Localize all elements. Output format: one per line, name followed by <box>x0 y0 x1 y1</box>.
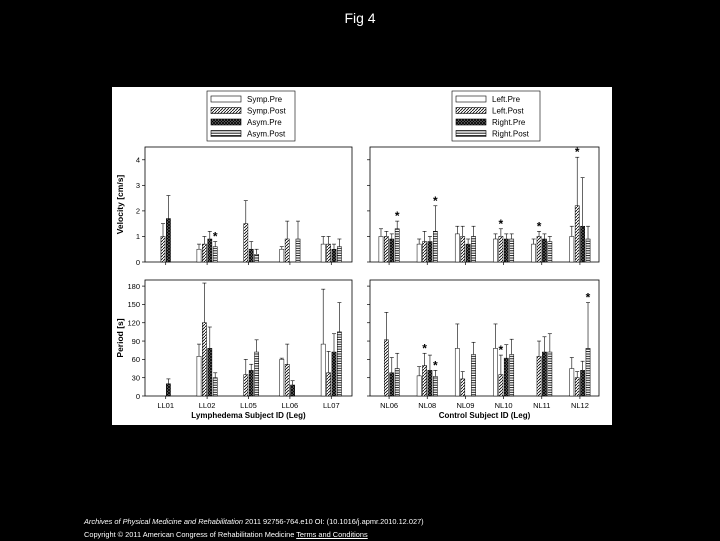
bar-velocity-NL12-s0 <box>570 236 574 262</box>
journal-name: Archives of Physical Medicine and Rehabilitation <box>84 517 243 526</box>
bar-period-NL06-s1 <box>384 340 388 396</box>
citation-details: 2011 92756-764.e10 OI: (10.1016/j.apmr.2010.12.027) <box>242 517 424 526</box>
bar-period-NL08-s2 <box>428 370 432 396</box>
bar-period-LL05-s3 <box>255 352 259 396</box>
legend-swatch <box>211 119 241 125</box>
bar-velocity-LL01-s1 <box>161 236 165 262</box>
x-tick-label: NL12 <box>570 401 589 410</box>
bar-velocity-NL06-s1 <box>384 236 388 262</box>
bar-period-NL10-s3 <box>510 354 514 396</box>
bar-period-LL05-s1 <box>244 375 248 396</box>
bar-velocity-NL10-s1 <box>499 236 503 262</box>
bar-velocity-NL12-s3 <box>586 239 590 262</box>
bar-period-NL11-s1 <box>537 356 541 396</box>
legend-swatch <box>211 96 241 102</box>
legend-label: Left.Pre <box>492 95 521 104</box>
bar-velocity-NL11-s2 <box>542 239 546 262</box>
bar-velocity-LL01-s2 <box>166 219 170 262</box>
bar-velocity-LL06-s0 <box>280 249 284 262</box>
bar-velocity-NL11-s0 <box>532 244 536 262</box>
bar-velocity-NL09-s2 <box>466 244 470 262</box>
bar-velocity-LL05-s3 <box>255 254 259 262</box>
bar-period-LL07-s1 <box>327 373 331 396</box>
bar-period-NL06-s3 <box>395 369 399 396</box>
bar-velocity-NL10-s0 <box>493 239 497 262</box>
x-tick-label: NL11 <box>533 401 551 410</box>
bar-period-NL09-s3 <box>471 354 475 396</box>
bar-period-LL05-s2 <box>249 370 253 396</box>
copyright-text: Copyright © 2011 American Congress of Rehabilitation Medicine <box>84 530 295 539</box>
bar-velocity-LL05-s2 <box>249 249 253 262</box>
y-tick-label: 150 <box>127 300 140 310</box>
bar-chart <box>112 87 612 425</box>
bar-period-LL06-s2 <box>291 385 295 396</box>
x-tick-label: LL05 <box>240 401 257 410</box>
bar-period-NL10-s2 <box>504 358 508 396</box>
bar-velocity-NL08-s2 <box>428 242 432 262</box>
bar-period-LL07-s2 <box>332 352 336 396</box>
y-tick-label: 3 <box>135 181 140 191</box>
bar-velocity-NL08-s1 <box>422 242 426 262</box>
legend-swatch <box>456 119 486 125</box>
bar-period-LL07-s3 <box>337 332 341 396</box>
bar-velocity-LL07-s2 <box>332 249 336 262</box>
bar-period-NL12-s3 <box>586 348 590 396</box>
legend-label: Right.Post <box>492 129 529 139</box>
bar-period-LL06-s0 <box>280 359 284 396</box>
significance-star: * <box>574 145 580 160</box>
bar-velocity-LL02-s3 <box>213 247 217 262</box>
bar-velocity-LL06-s3 <box>296 239 300 262</box>
x-tick-label: LL01 <box>157 401 175 410</box>
significance-star: * <box>422 341 427 356</box>
bar-velocity-NL06-s3 <box>395 229 399 262</box>
bar-velocity-NL06-s0 <box>379 236 383 262</box>
x-tick-label: LL06 <box>281 401 299 410</box>
figure-footer <box>84 515 424 541</box>
significance-star: * <box>433 358 438 373</box>
bar-velocity-LL02-s0 <box>197 249 201 262</box>
bar-velocity-NL08-s3 <box>433 231 437 262</box>
legend-label: Right.Pre <box>492 118 526 127</box>
bar-velocity-NL11-s1 <box>537 236 541 262</box>
y-tick-label: 0 <box>135 391 140 401</box>
bar-velocity-LL06-s1 <box>285 239 289 262</box>
legend-swatch <box>211 108 241 114</box>
x-tick-label: LL07 <box>322 401 340 410</box>
bar-velocity-NL10-s3 <box>510 239 514 262</box>
bar-velocity-LL02-s2 <box>208 239 212 262</box>
bar-period-NL11-s2 <box>542 352 546 396</box>
bar-velocity-LL02-s1 <box>202 244 206 262</box>
x-tick-label: NL10 <box>494 401 513 410</box>
legend-swatch <box>456 108 486 114</box>
plot-frame-period-right <box>370 280 599 396</box>
bar-period-NL12-s0 <box>570 369 574 396</box>
bar-velocity-NL08-s0 <box>417 244 421 262</box>
significance-star: * <box>212 229 218 244</box>
legend-swatch <box>456 131 486 137</box>
x-axis-label-left: Lymphedema Subject ID (Leg) <box>191 411 306 420</box>
bar-period-NL08-s1 <box>422 365 426 396</box>
bar-velocity-NL11-s3 <box>548 242 552 262</box>
bar-velocity-NL09-s0 <box>455 234 459 262</box>
bar-period-NL12-s1 <box>575 378 579 396</box>
significance-star: * <box>394 209 400 224</box>
bar-velocity-NL12-s2 <box>581 226 585 262</box>
bar-period-NL09-s0 <box>455 348 459 396</box>
legend-label: Left.Post <box>492 106 524 116</box>
y-tick-label: 60 <box>131 355 140 365</box>
bar-period-NL10-s0 <box>493 348 497 396</box>
bar-velocity-NL09-s3 <box>471 236 475 262</box>
bar-velocity-NL10-s2 <box>504 239 508 262</box>
bar-period-LL02-s2 <box>208 348 212 396</box>
bar-period-NL09-s1 <box>461 379 465 396</box>
bar-period-LL01-s2 <box>166 384 170 396</box>
significance-star: * <box>585 290 591 305</box>
bar-velocity-NL09-s1 <box>461 236 465 262</box>
bar-period-LL02-s3 <box>213 378 217 396</box>
x-tick-label: NL08 <box>418 401 437 410</box>
legend-label: Asym.Post <box>247 129 286 139</box>
bar-period-LL02-s1 <box>202 323 206 396</box>
significance-star: * <box>498 216 504 231</box>
bar-period-LL07-s0 <box>321 344 325 396</box>
significance-star: * <box>536 219 542 234</box>
significance-star: * <box>498 343 504 358</box>
x-tick-label: NL06 <box>380 401 399 410</box>
terms-link[interactable]: Terms and Conditions <box>296 530 368 539</box>
y-tick-label: 30 <box>131 373 140 383</box>
legend-label: Symp.Post <box>247 106 286 116</box>
bar-velocity-LL07-s0 <box>321 244 325 262</box>
x-tick-label: NL09 <box>456 401 475 410</box>
legend-swatch <box>456 96 486 102</box>
y-tick-label: 180 <box>127 281 140 291</box>
bar-period-NL08-s3 <box>433 376 437 396</box>
x-tick-label: LL02 <box>198 401 216 410</box>
bar-velocity-LL07-s1 <box>327 244 331 262</box>
y-tick-label: 4 <box>135 155 140 165</box>
y-axis-label: Period [s] <box>115 318 125 358</box>
significance-star: * <box>433 193 438 208</box>
bar-velocity-NL12-s1 <box>575 206 579 262</box>
copyright-line <box>84 528 424 541</box>
bar-period-NL06-s2 <box>390 373 394 396</box>
bar-period-NL12-s2 <box>581 370 585 396</box>
y-tick-label: 2 <box>135 206 140 216</box>
bar-velocity-LL07-s3 <box>337 247 341 262</box>
bar-velocity-NL06-s2 <box>390 239 394 262</box>
bar-period-LL02-s0 <box>197 356 201 396</box>
bar-period-NL10-s1 <box>499 375 503 396</box>
bar-period-LL06-s1 <box>285 364 289 396</box>
y-axis-label: Velocity [cm/s] <box>115 174 125 235</box>
citation-line <box>84 515 424 528</box>
legend-label: Symp.Pre <box>247 95 283 104</box>
y-tick-label: 0 <box>135 257 140 267</box>
y-tick-label: 120 <box>127 318 140 328</box>
y-tick-label: 90 <box>131 336 140 346</box>
y-tick-label: 1 <box>135 232 140 242</box>
bar-period-NL08-s0 <box>417 376 421 396</box>
figure-title: Fig 4 <box>344 10 376 26</box>
legend-swatch <box>211 131 241 137</box>
bar-velocity-LL05-s1 <box>244 224 248 262</box>
bar-period-NL11-s3 <box>548 352 552 396</box>
legend-label: Asym.Pre <box>247 118 282 127</box>
plot-frame-velocity-right <box>370 147 599 262</box>
x-axis-label-right: Control Subject ID (Leg) <box>438 411 531 420</box>
